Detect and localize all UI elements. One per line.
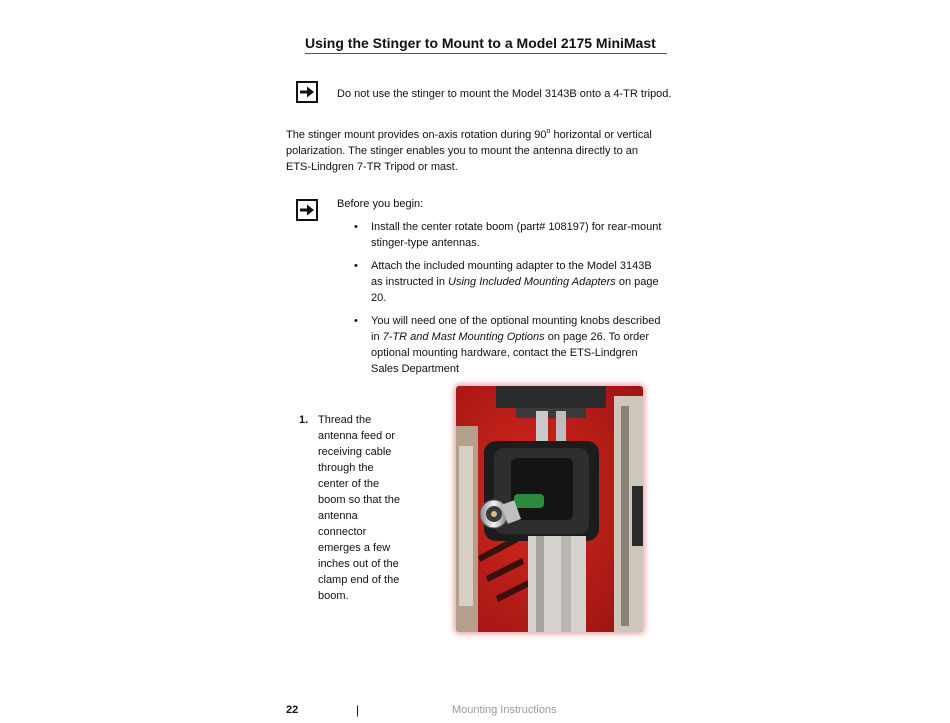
bullet-icon: • <box>354 315 358 327</box>
bullet-icon: • <box>354 260 358 272</box>
note-text: Do not use the stinger to mount the Model 3143B onto a 4-TR tripod. <box>337 88 672 100</box>
list-item: • Attach the included mounting adapter to the Model 3143B as instructed in Using Included Mounting Adapters on page 20. <box>354 260 659 304</box>
intro-line-1: The stinger mount provides on-axis rotation during 90$^o$ horizontal or vertical <box>286 128 652 141</box>
arrow-right-note-icon <box>296 199 318 221</box>
step-text: Thread the antenna feed or receiving cable through the center of the boom so that the antenna connector emerges a few inches out of the clamp end of the boom. <box>318 414 400 602</box>
cross-reference: 7-TR and Mast Mounting Options <box>382 331 545 343</box>
boom-connector-photo <box>456 386 643 632</box>
footer-separator: | <box>356 703 360 717</box>
bullet-icon: • <box>354 221 358 233</box>
footer-section-title: Mounting Instructions <box>452 704 557 716</box>
page-title: Using the Stinger to Mount to a Model 2175 MiniMast <box>305 34 667 54</box>
intro-line-3: ETS-Lindgren 7-TR Tripod or mast. <box>286 161 458 173</box>
list-item: • Install the center rotate boom (part# 108197) for rear-mount stinger-type antennas. <box>354 221 662 249</box>
arrow-right-note-icon <box>296 81 318 103</box>
intro-line-2: polarization. The stinger enables you to mount the antenna directly to an <box>286 145 639 157</box>
page-number: 22 <box>286 704 299 716</box>
cross-reference: Using Included Mounting Adapters <box>448 276 616 288</box>
before-you-begin-label: Before you begin: <box>337 198 424 210</box>
intro-paragraph <box>286 124 686 175</box>
prerequisite-list <box>354 219 664 384</box>
step-number: 1. <box>299 414 309 426</box>
degree-mark: o <box>546 128 551 135</box>
list-item: • You will need one of the optional mounting knobs described in 7-TR and Mast Mounting Options on page 26. To order optional mounting hardware, contact the ETS-Lindgren Sales Department <box>354 315 661 375</box>
